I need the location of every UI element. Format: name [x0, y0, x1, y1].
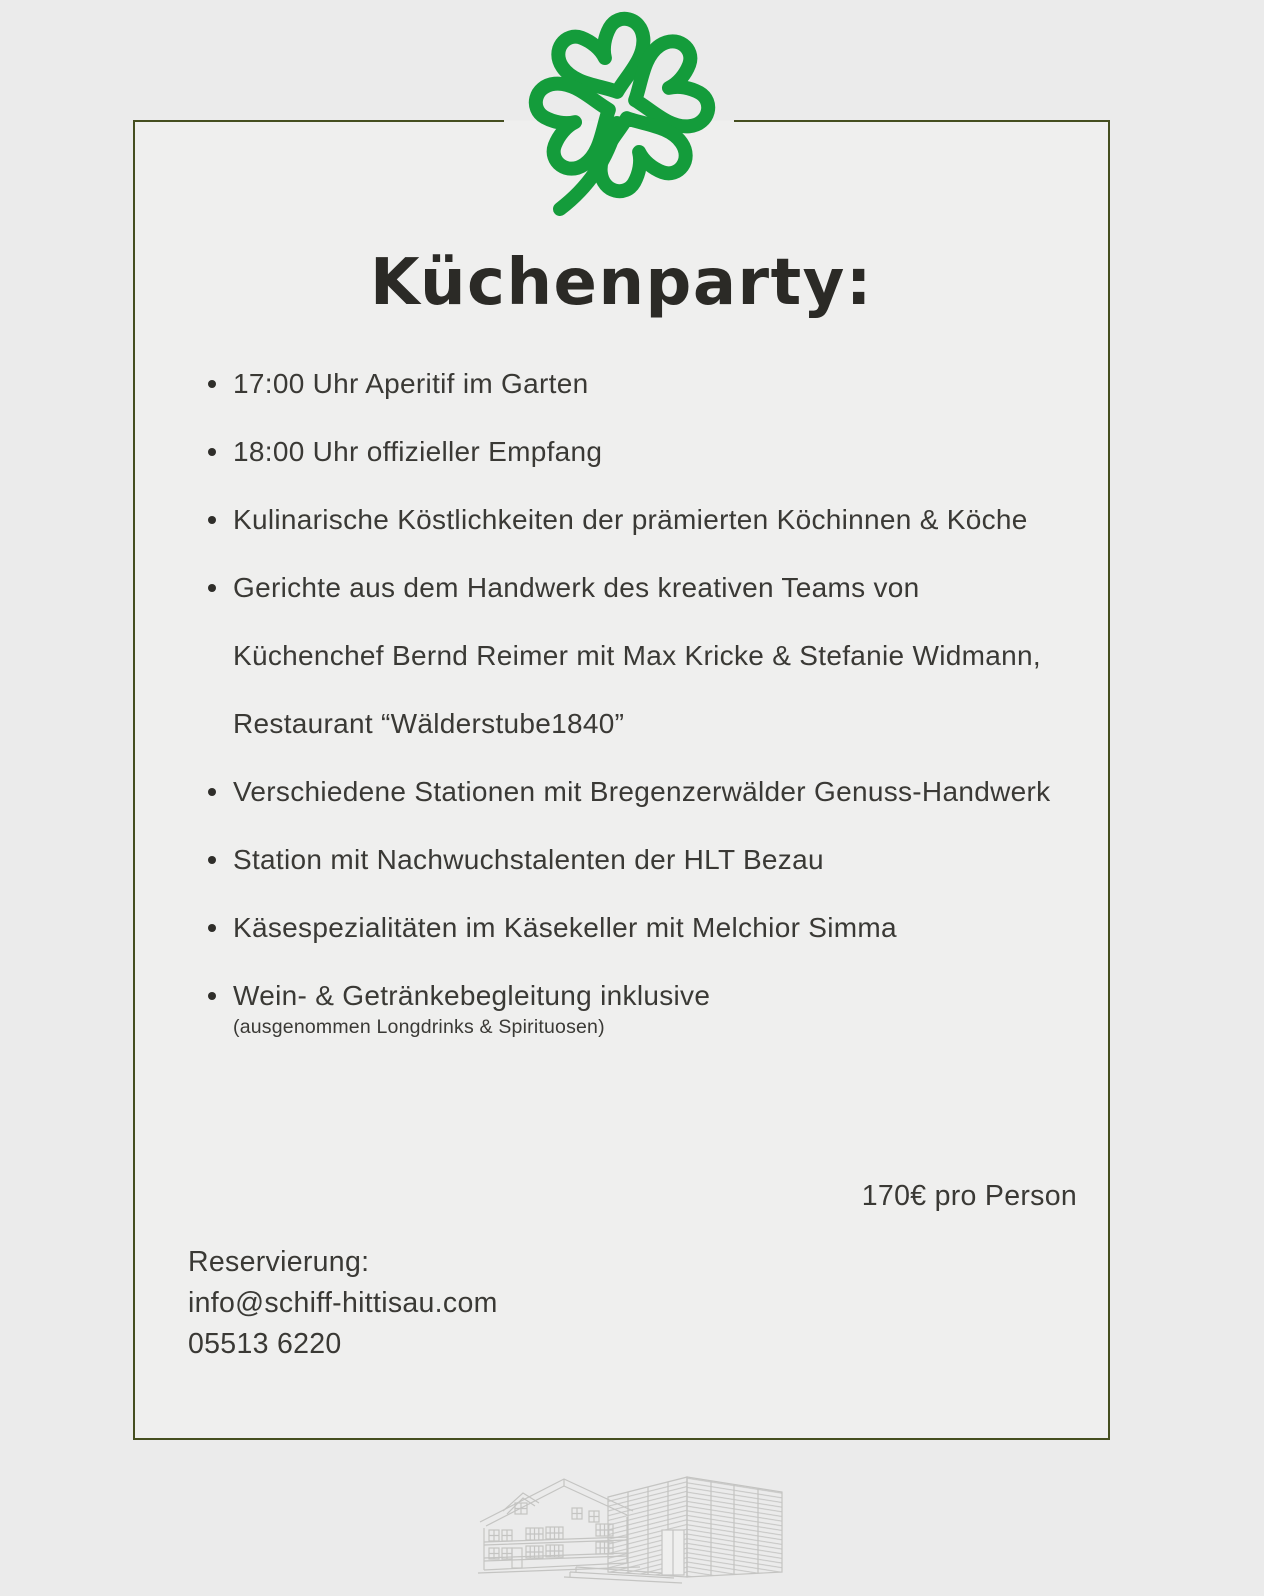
- clover-icon: [504, 5, 734, 223]
- event-detail-item: Käsespezialitäten im Käsekeller mit Melchior Simma: [206, 894, 1052, 962]
- event-detail-item: Station mit Nachwuchstalenten der HLT Bezau: [206, 826, 1052, 894]
- event-detail-item: Wein- & Getränkebegleitung inklusive (ausgenommen Longdrinks & Spirituosen): [206, 962, 1052, 1037]
- event-detail-item: Verschiedene Stationen mit Bregenzerwälder Genuss-Handwerk: [206, 758, 1052, 826]
- page-title: Küchenparty:: [370, 246, 873, 320]
- event-detail-item: Kulinarische Köstlichkeiten der prämierten Köchinnen & Köche: [206, 486, 1052, 554]
- reservation-email: info@schiff-hittisau.com: [188, 1287, 498, 1319]
- event-detail-item: 18:00 Uhr offizieller Empfang: [206, 418, 1052, 486]
- reservation-label: Reservierung:: [188, 1246, 370, 1278]
- reservation-block: [188, 1242, 498, 1365]
- drinks-exclusion-note: (ausgenommen Longdrinks & Spirituosen): [233, 1016, 605, 1038]
- event-detail-item: Gerichte aus dem Handwerk des kreativen Teams von Küchenchef Bernd Reimer mit Max Kricke & Stefanie Widmann, Restaurant “Wälderstube1840”: [206, 554, 1052, 758]
- price-line: 170€ pro Person: [861, 1180, 1077, 1212]
- building-sketch: [476, 1466, 786, 1596]
- event-detail-item: 17:00 Uhr Aperitif im Garten: [206, 350, 1052, 418]
- event-details-list: [206, 350, 1052, 1037]
- reservation-phone: 05513 6220: [188, 1328, 342, 1360]
